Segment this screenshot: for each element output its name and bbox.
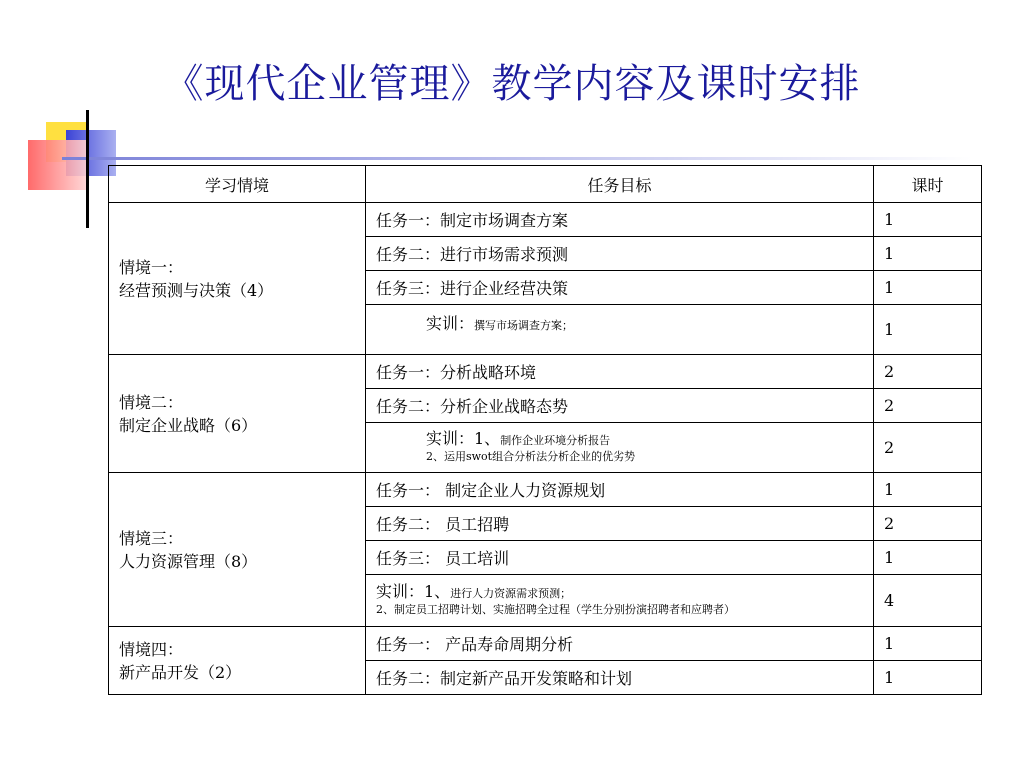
situation-name: 经营预测与决策（4）	[119, 280, 274, 300]
practice-detail: 2、运用swot组合分析法分析企业的优劣势	[426, 449, 636, 463]
table-header-row	[109, 166, 982, 203]
page-title: 《现代企业管理》教学内容及课时安排	[163, 61, 861, 107]
practice-cell	[366, 305, 874, 355]
table-row	[109, 473, 982, 507]
hours-cell: 4	[874, 575, 982, 627]
situation-title: 情境一：	[119, 257, 184, 277]
deco-yellow-square	[46, 122, 86, 162]
practice-detail: 撰写市场调查方案；	[474, 319, 574, 332]
situation-name: 人力资源管理（8）	[119, 551, 258, 571]
hours-cell: 2	[874, 507, 982, 541]
practice-label: 实训：1、	[426, 428, 501, 448]
table-row	[109, 627, 982, 661]
deco-horizontal-line	[62, 157, 972, 160]
task-cell: 任务一：制定市场调查方案	[366, 203, 874, 237]
situation-cell	[109, 473, 366, 627]
hours-cell: 1	[874, 661, 982, 695]
hours-cell: 1	[874, 305, 982, 355]
header-task: 任务目标	[366, 166, 874, 203]
practice-detail: 进行人力资源需求预测；	[450, 586, 572, 600]
hours-cell: 1	[874, 237, 982, 271]
situation-title: 情境三：	[119, 528, 184, 548]
header-hours: 课时	[874, 166, 982, 203]
deco-red-square	[28, 140, 88, 190]
situation-title: 情境二：	[119, 392, 184, 412]
hours-cell: 1	[874, 473, 982, 507]
task-cell: 任务二： 员工招聘	[366, 507, 874, 541]
hours-cell: 1	[874, 203, 982, 237]
task-cell: 任务三： 员工培训	[366, 541, 874, 575]
task-cell: 任务二：进行市场需求预测	[366, 237, 874, 271]
practice-detail: 制作企业环境分析报告	[500, 433, 611, 447]
situation-title: 情境四：	[119, 639, 184, 659]
hours-cell: 1	[874, 627, 982, 661]
hours-cell: 2	[874, 389, 982, 423]
practice-detail: 2、制定员工招聘计划、实施招聘全过程（学生分别扮演招聘者和应聘者）	[376, 602, 735, 616]
task-cell: 任务一： 产品寿命周期分析	[366, 627, 874, 661]
task-cell: 任务二：制定新产品开发策略和计划	[366, 661, 874, 695]
practice-label: 实训：	[426, 314, 475, 333]
situation-cell	[109, 627, 366, 695]
practice-cell	[366, 575, 874, 627]
table-row	[109, 355, 982, 389]
hours-cell: 1	[874, 541, 982, 575]
hours-cell: 2	[874, 355, 982, 389]
situation-cell	[109, 203, 366, 355]
deco-vertical-line	[86, 110, 89, 228]
practice-cell	[366, 423, 874, 473]
schedule-table	[108, 165, 982, 695]
hours-cell: 1	[874, 271, 982, 305]
task-cell: 任务一： 制定企业人力资源规划	[366, 473, 874, 507]
task-cell: 任务一：分析战略环境	[366, 355, 874, 389]
situation-name: 新产品开发（2）	[119, 662, 242, 682]
header-situation: 学习情境	[109, 166, 366, 203]
hours-cell: 2	[874, 423, 982, 473]
table-row	[109, 203, 982, 237]
situation-cell	[109, 355, 366, 473]
task-cell: 任务二：分析企业战略态势	[366, 389, 874, 423]
situation-name: 制定企业战略（6）	[119, 415, 258, 435]
task-cell: 任务三：进行企业经营决策	[366, 271, 874, 305]
practice-label: 实训：1、	[376, 581, 451, 601]
